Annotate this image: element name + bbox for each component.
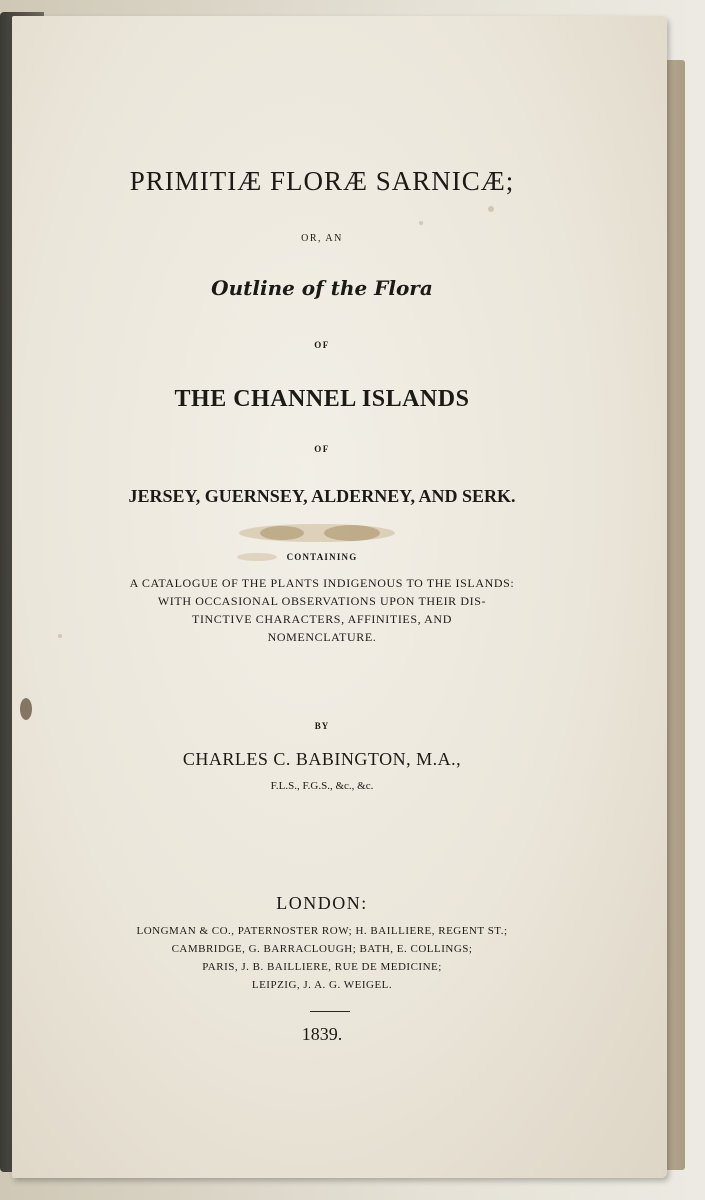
description-line: A CATALOGUE OF THE PLANTS INDIGENOUS TO THE ISLANDS: [129, 576, 515, 590]
by-label: BY [314, 721, 330, 731]
publication-year: 1839. [301, 1024, 343, 1044]
connector-of: OF [314, 444, 330, 454]
age-spot [20, 698, 32, 720]
connector-of: OF [314, 340, 330, 350]
publication-city: LONDON: [276, 893, 368, 913]
description-line: TINCTIVE CHARACTERS, AFFINITIES, AND [192, 612, 452, 626]
publisher-line: LONGMAN & CO., PATERNOSTER ROW; H. BAILLIERE, REGENT ST.; [136, 925, 508, 937]
publisher-line: PARIS, J. B. BAILLIERE, RUE DE MEDICINE; [202, 961, 442, 973]
description-line: NOMENCLATURE. [267, 630, 377, 644]
age-spot [419, 221, 423, 225]
title-connector: OR, AN [301, 233, 343, 244]
book-title: PRIMITIÆ FLORÆ SARNICÆ; [129, 166, 515, 196]
author-credentials: F.L.S., F.G.S., &c., &c. [270, 780, 374, 792]
description-line: WITH OCCASIONAL OBSERVATIONS UPON THEIR DIS- [157, 594, 487, 608]
publisher-line: CAMBRIDGE, G. BARRACLOUGH; BATH, E. COLLINGS; [171, 943, 473, 955]
containing-label: CONTAINING [286, 552, 358, 562]
islands-list: JERSEY, GUERNSEY, ALDERNEY, AND SERK. [128, 486, 516, 506]
divider-rule [310, 1011, 350, 1012]
age-spot [488, 206, 494, 212]
publisher-line: LEIPZIG, J. A. G. WEIGEL. [251, 979, 393, 991]
subtitle: Outline of the Flora [211, 276, 433, 300]
title-page [12, 16, 667, 1178]
publishers [12, 922, 632, 994]
author-name: CHARLES C. BABINGTON, M.A., [182, 749, 462, 769]
region-heading: THE CHANNEL ISLANDS [174, 386, 470, 412]
description [12, 574, 632, 646]
